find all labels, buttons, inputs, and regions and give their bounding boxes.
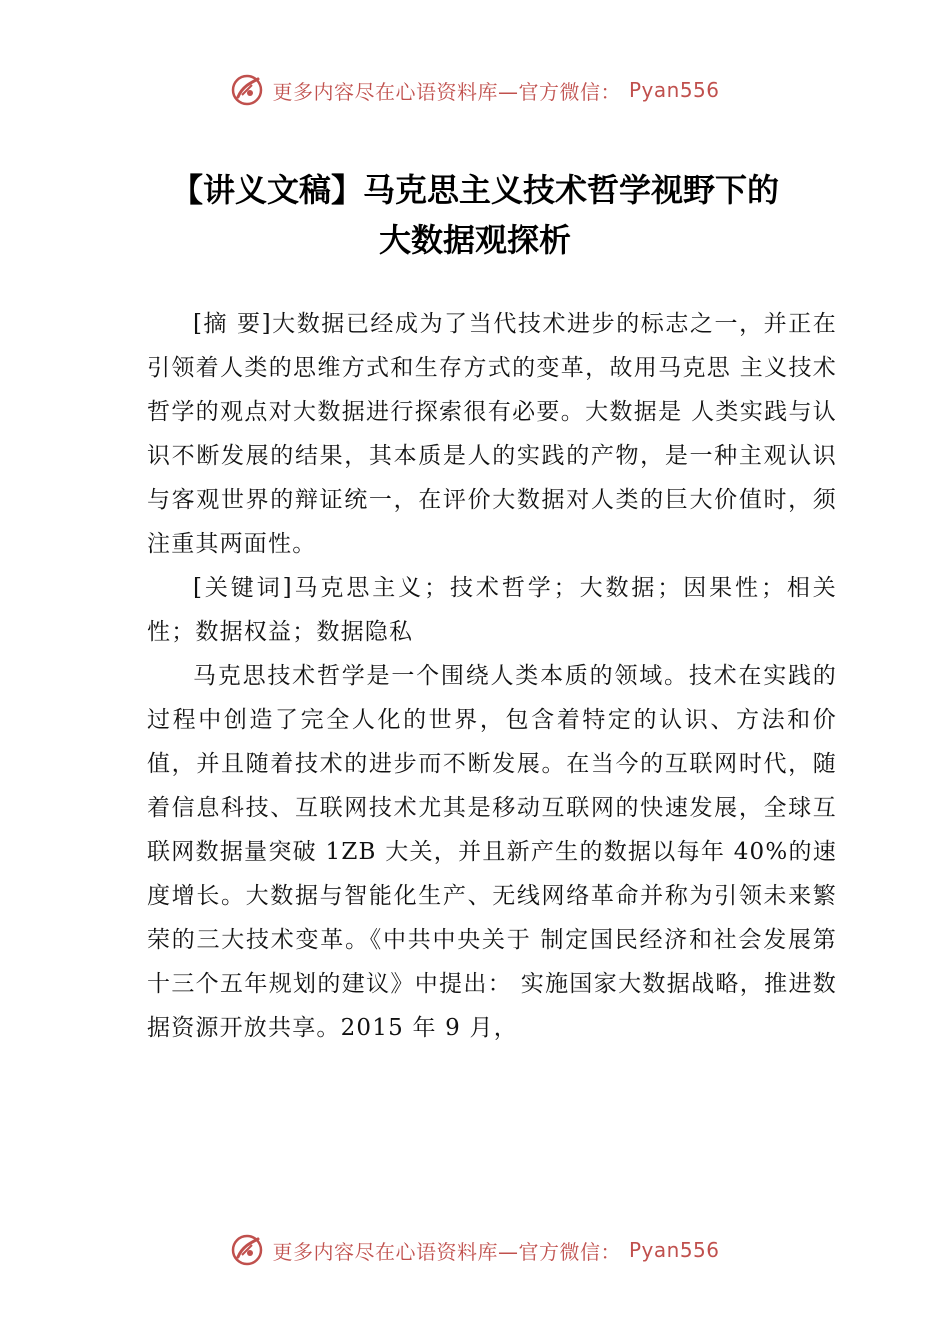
title-line-1: 【讲义文稿】马克思主义技术哲学视野下的 — [170, 171, 779, 209]
watermark-handle: Pyan556 — [628, 1238, 720, 1262]
watermark-text: 更多内容尽在心语资料库—官方微信： — [272, 1239, 621, 1264]
abstract-paragraph: [摘 要]大数据已经成为了当代技术进步的标志之一，并正在引领着人类的思维方式和生存方式的变革，故用马克思 主义技术哲学的观点对大数据进行探索很有必要。大数据是 人类实践与认识不断发展的结果，其本质是人的实践的产物，是一种主观认识与客观世界的辩证统一，在评价大数据对人类的巨大价值时，须注重其两面性。 — [147, 311, 837, 557]
header-watermark — [0, 70, 950, 110]
document-title — [60, 165, 890, 265]
footer-watermark — [0, 1230, 950, 1270]
title-line-2: 大数据观探析 — [378, 221, 571, 259]
watermark-handle: Pyan556 — [628, 78, 720, 102]
body-paragraph: 马克思技术哲学是一个围绕人类本质的领域。技术在实践的过程中创造了完全人化的世界，包含着特定的认识、方法和价值，并且随着技术的进步而不断发展。在当今的互联网时代，随着信息科技、互联网技术尤其是移动互联网的快速发展，全球互联网数据量突破 1ZB 大关，并且新产生的数据以每年 40%的速度增长。大数据与智能化生产、无线网络革命并称为引领未来繁荣的三大技术变革。《中共中央关于 制定国民经济和社会发展第十三个五年规划的建议》中提出： 实施国家大数据战略，推进数据资源开放共享。2015 年 9 月， — [147, 663, 837, 1041]
keywords-paragraph: [关键词]马克思主义；技术哲学；大数据；因果性；相关性；数据权益；数据隐私 — [147, 575, 837, 645]
pen-seal-icon — [230, 73, 264, 107]
pen-seal-icon — [230, 1233, 264, 1267]
document-body — [147, 302, 837, 1050]
watermark-text: 更多内容尽在心语资料库—官方微信： — [272, 79, 621, 104]
